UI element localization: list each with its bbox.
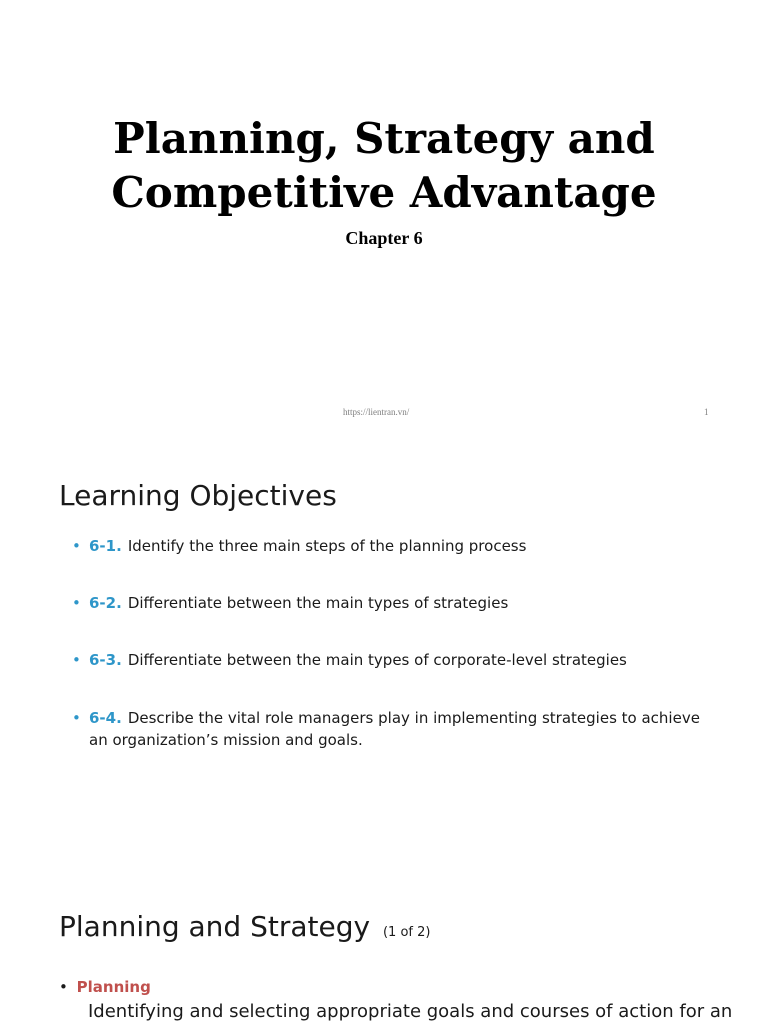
objective-code: 6-4. bbox=[89, 709, 122, 727]
bullet-icon: • bbox=[72, 651, 81, 669]
slide-heading bbox=[59, 910, 430, 943]
objective-code: 6-1. bbox=[89, 537, 122, 555]
bullet-icon: • bbox=[72, 537, 81, 555]
planning-strategy-slide bbox=[0, 890, 768, 1024]
objective-item bbox=[72, 707, 722, 751]
objective-text: Identify the three main steps of the planning process bbox=[127, 537, 527, 555]
slide-title bbox=[0, 112, 768, 220]
objective-text: Differentiate between the main types of corporate-level strategies bbox=[127, 651, 627, 669]
slide-heading-text: Planning and Strategy bbox=[59, 910, 371, 943]
slide-heading-suffix: (1 of 2) bbox=[382, 925, 431, 940]
objective-text: Differentiate between the main types of strategies bbox=[127, 594, 509, 612]
chapter-subtitle: Chapter 6 bbox=[345, 228, 423, 248]
objective-code: 6-2. bbox=[89, 594, 122, 612]
title-slide bbox=[0, 0, 768, 430]
slide-title-line1: Planning, Strategy and bbox=[113, 114, 655, 163]
objective-item bbox=[72, 535, 722, 557]
bullet-icon: • bbox=[72, 594, 81, 612]
term-row bbox=[59, 978, 151, 996]
term-definition: Identifying and selecting appropriate goals and courses of action for an bbox=[88, 1001, 733, 1022]
bullet-icon: • bbox=[59, 978, 68, 996]
slide-title-line2: Competitive Advantage bbox=[111, 168, 657, 217]
objective-item bbox=[72, 649, 722, 671]
bullet-icon: • bbox=[72, 709, 81, 727]
slide-heading: Learning Objectives bbox=[59, 479, 337, 512]
objective-code: 6-3. bbox=[89, 651, 122, 669]
footer-url: https://lientran.vn/ bbox=[343, 407, 410, 417]
page-number: 1 bbox=[704, 407, 709, 417]
objective-text: Describe the vital role managers play in implementing strategies to achieve an organization’s mission and goals. bbox=[89, 709, 700, 749]
term-label: Planning bbox=[76, 978, 151, 996]
objective-item bbox=[72, 592, 722, 614]
objectives-slide bbox=[0, 445, 768, 875]
